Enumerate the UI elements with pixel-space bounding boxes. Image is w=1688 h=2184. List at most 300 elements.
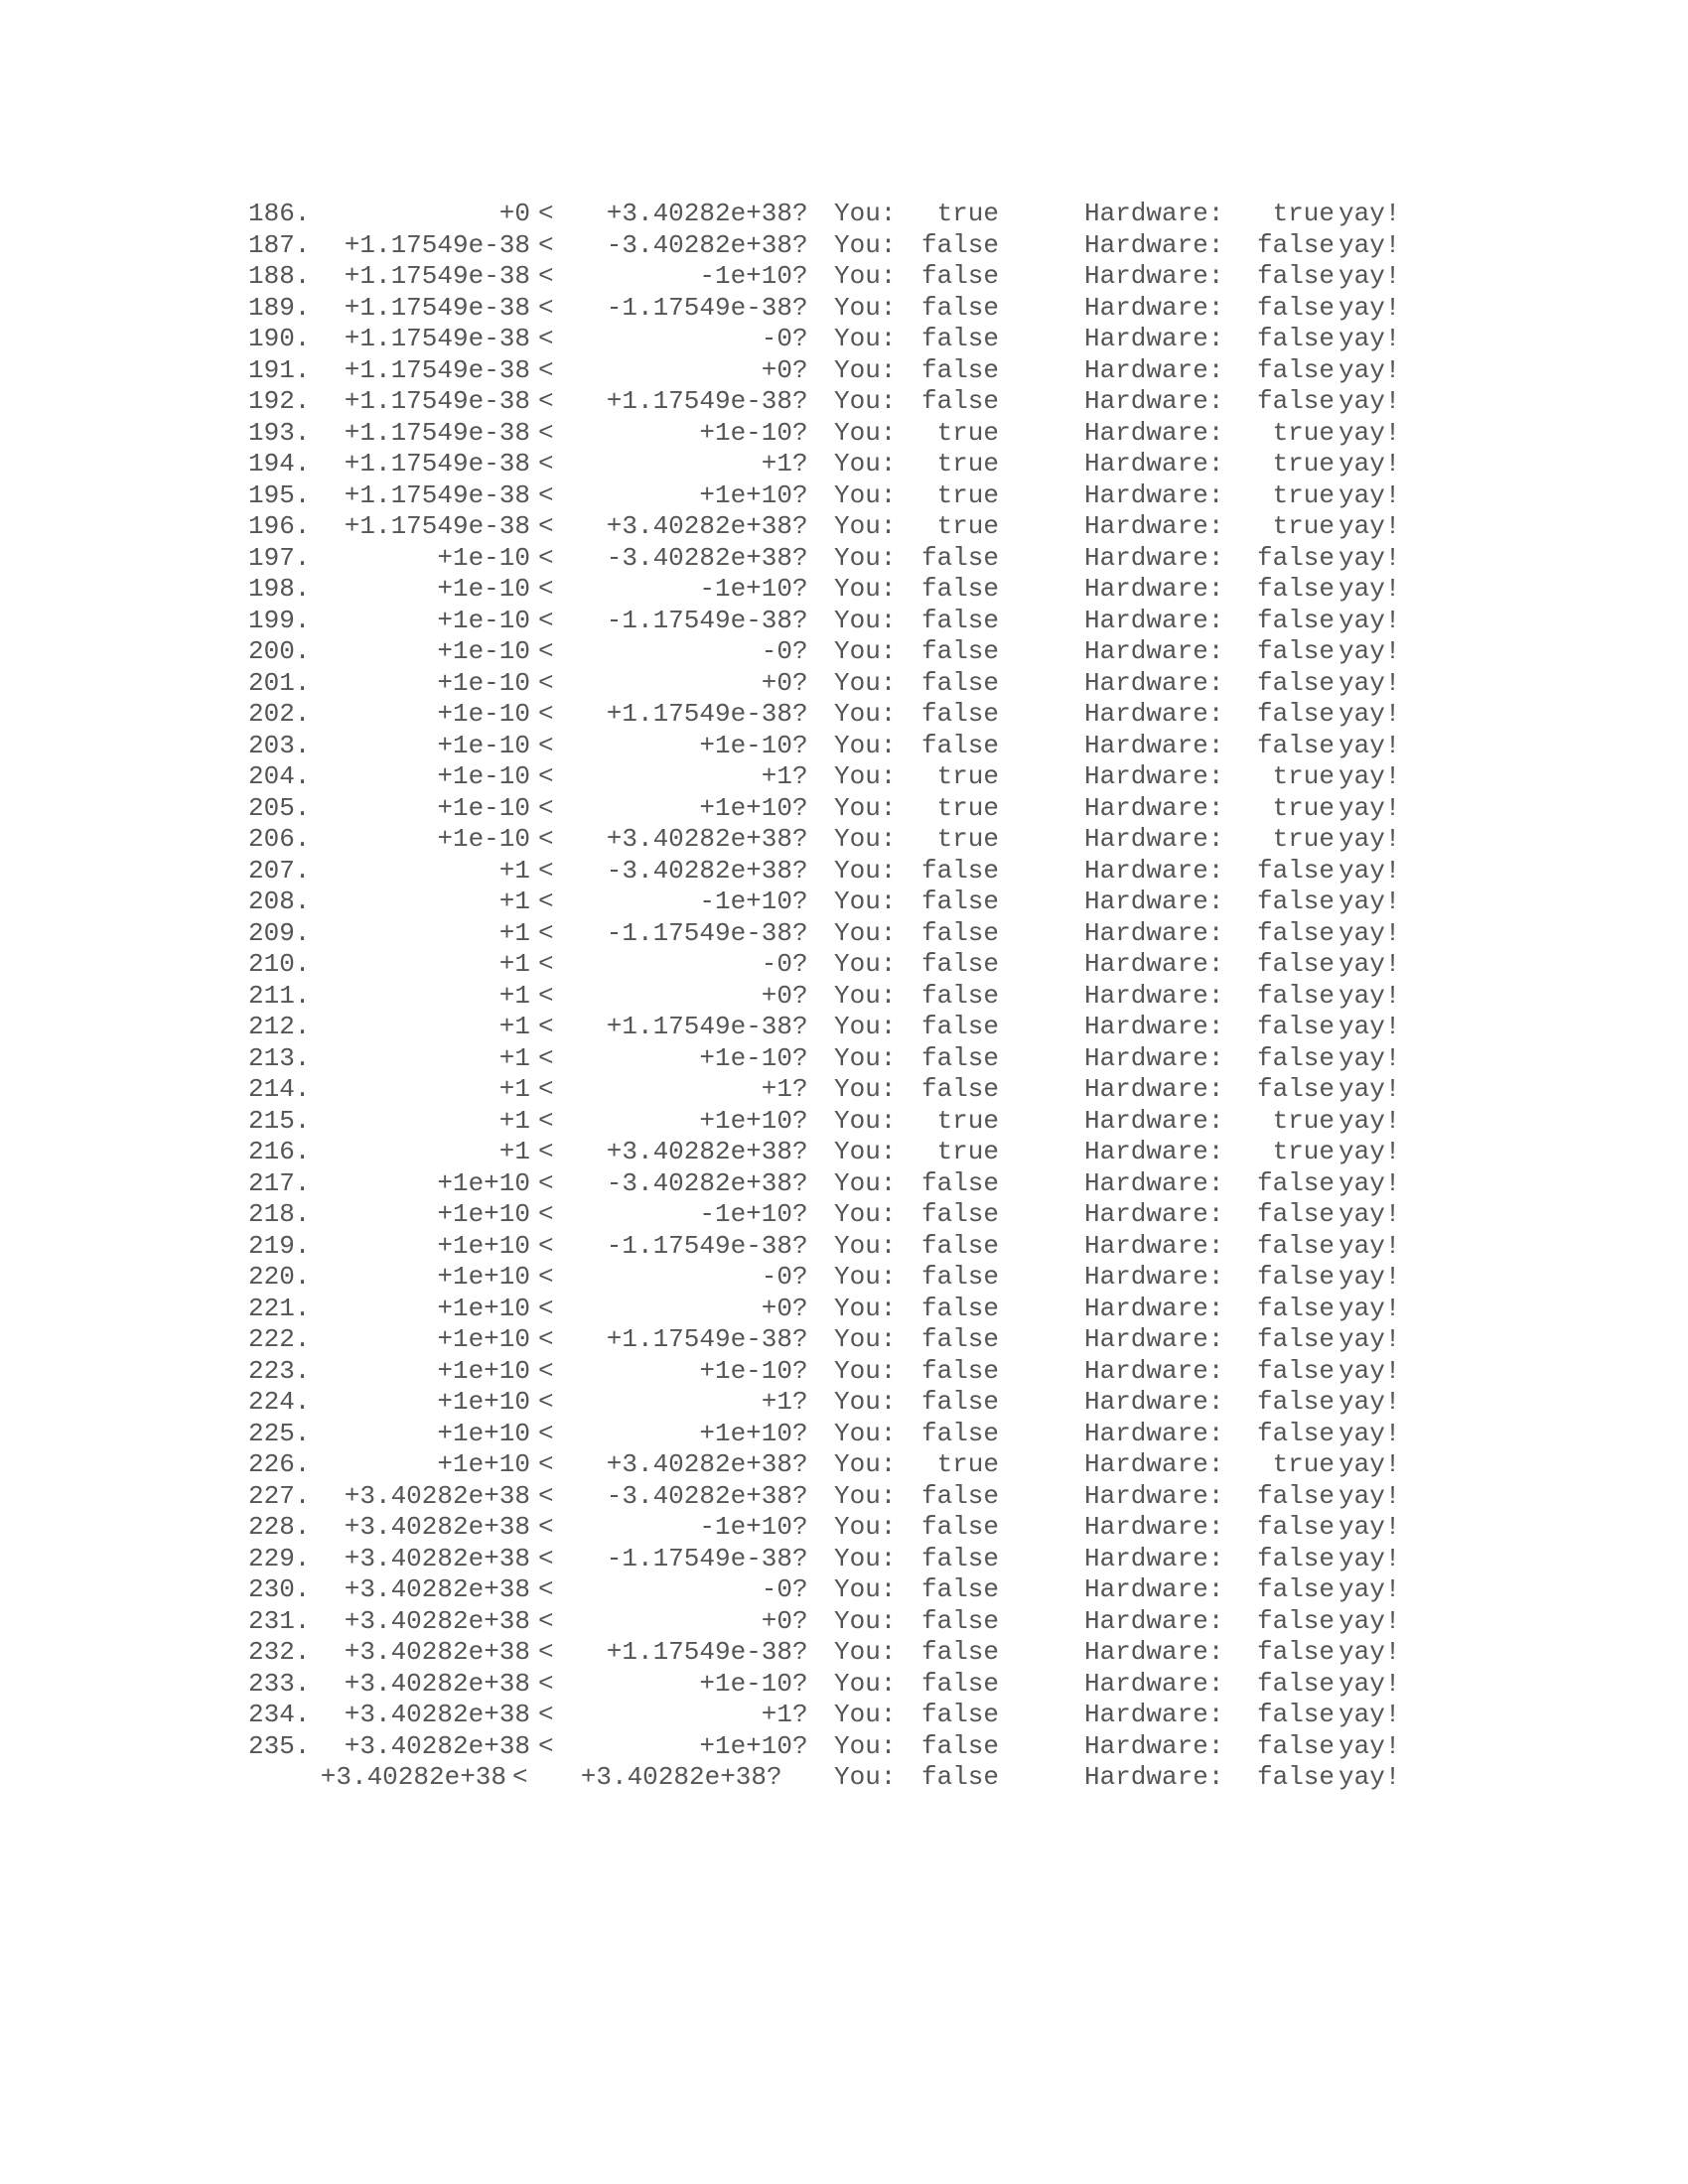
you-label: You: bbox=[834, 1105, 897, 1136]
comparison-row bbox=[248, 1043, 1440, 1075]
right-operand: -3.40282e+38 bbox=[606, 229, 792, 260]
hardware-answer: false bbox=[1256, 1012, 1335, 1041]
left-operand: +1e+10 bbox=[437, 1167, 530, 1198]
left-operand: +1 bbox=[498, 1137, 530, 1166]
hardware-answer: false bbox=[1256, 636, 1335, 666]
right-operand: -1e+10 bbox=[699, 261, 792, 291]
hardware-answer: true bbox=[1272, 449, 1335, 478]
yay-text: yay! bbox=[1338, 1387, 1401, 1417]
yay-text: yay! bbox=[1338, 730, 1401, 760]
right-operand: +1e+10 bbox=[699, 1418, 792, 1448]
row-number: 193. bbox=[248, 417, 311, 448]
hardware-answer: false bbox=[1256, 324, 1335, 353]
row-number: 199. bbox=[248, 605, 311, 635]
row-number: 212. bbox=[248, 1012, 311, 1041]
question-mark: ? bbox=[792, 1387, 808, 1417]
question-mark: ? bbox=[792, 511, 808, 541]
hardware-answer: false bbox=[1256, 605, 1335, 635]
question-mark: ? bbox=[792, 1637, 808, 1667]
comparison-row bbox=[248, 1419, 1440, 1450]
you-answer: false bbox=[920, 1324, 999, 1354]
comparison-row bbox=[248, 887, 1440, 918]
row-number: 227. bbox=[248, 1480, 311, 1511]
less-than-operator: < bbox=[538, 1324, 554, 1354]
row-number: 219. bbox=[248, 1230, 311, 1261]
you-label: You: bbox=[834, 1605, 897, 1636]
row-number: 220. bbox=[248, 1262, 311, 1292]
hardware-answer: false bbox=[1256, 229, 1335, 260]
yay-text: yay! bbox=[1338, 917, 1401, 948]
right-operand: +1e+10 bbox=[699, 792, 792, 823]
question-mark: ? bbox=[792, 1324, 808, 1354]
hardware-label: Hardware: bbox=[1084, 761, 1224, 791]
less-than-operator: < bbox=[538, 1512, 554, 1542]
comparison-row bbox=[248, 1512, 1440, 1544]
row-number: 218. bbox=[248, 1199, 311, 1229]
hardware-answer: false bbox=[1256, 292, 1335, 323]
you-label: You: bbox=[834, 479, 897, 510]
hardware-label: Hardware: bbox=[1084, 292, 1224, 323]
hardware-label: Hardware: bbox=[1084, 229, 1224, 260]
you-answer: false bbox=[920, 1199, 999, 1229]
row-number: 208. bbox=[248, 887, 311, 916]
row-number: 223. bbox=[248, 1355, 311, 1386]
comparison-row bbox=[248, 480, 1440, 512]
row-number: 203. bbox=[248, 730, 311, 760]
less-than-operator: < bbox=[538, 855, 554, 886]
you-label: You: bbox=[834, 1137, 897, 1166]
row-number: 204. bbox=[248, 761, 311, 791]
you-label: You: bbox=[834, 1293, 897, 1323]
question-mark: ? bbox=[792, 1605, 808, 1636]
comparison-row bbox=[248, 856, 1440, 887]
yay-text: yay! bbox=[1338, 511, 1401, 541]
comparison-row bbox=[248, 1137, 1440, 1168]
hardware-answer: true bbox=[1272, 792, 1335, 823]
hardware-label: Hardware: bbox=[1084, 949, 1224, 979]
left-operand: +1 bbox=[498, 1105, 530, 1136]
comparison-row bbox=[248, 230, 1440, 262]
you-answer: false bbox=[920, 1512, 999, 1542]
you-label: You: bbox=[834, 386, 897, 416]
yay-text: yay! bbox=[1338, 1355, 1401, 1386]
left-operand: +3.40282e+38 bbox=[344, 1512, 530, 1542]
yay-text: yay! bbox=[1338, 1293, 1401, 1323]
hardware-answer: false bbox=[1256, 949, 1335, 979]
yay-text: yay! bbox=[1338, 949, 1401, 979]
hardware-label: Hardware: bbox=[1084, 324, 1224, 353]
question-mark: ? bbox=[792, 636, 808, 666]
right-operand: -1e+10 bbox=[699, 1512, 792, 1542]
left-operand: +1 bbox=[498, 855, 530, 886]
right-operand: -1e+10 bbox=[699, 574, 792, 604]
row-number: 225. bbox=[248, 1418, 311, 1448]
you-answer: false bbox=[920, 1668, 999, 1699]
you-label: You: bbox=[834, 199, 897, 228]
hardware-label: Hardware: bbox=[1084, 1730, 1224, 1761]
you-label: You: bbox=[834, 1637, 897, 1667]
row-number: 226. bbox=[248, 1449, 311, 1479]
left-operand: +1.17549e-38 bbox=[344, 229, 530, 260]
comparison-row bbox=[248, 636, 1440, 668]
right-operand: +1.17549e-38 bbox=[606, 699, 792, 729]
right-operand: +0 bbox=[761, 1605, 792, 1636]
yay-text: yay! bbox=[1338, 1605, 1401, 1636]
you-label: You: bbox=[834, 417, 897, 448]
you-label: You: bbox=[834, 1418, 897, 1448]
right-operand: -1.17549e-38 bbox=[606, 605, 792, 635]
hardware-answer: false bbox=[1256, 1637, 1335, 1667]
row-number: 233. bbox=[248, 1668, 311, 1699]
yay-text: yay! bbox=[1338, 1449, 1401, 1479]
hardware-label: Hardware: bbox=[1084, 1605, 1224, 1636]
hardware-answer: false bbox=[1256, 542, 1335, 573]
row-number: 191. bbox=[248, 354, 311, 385]
less-than-operator: < bbox=[538, 730, 554, 760]
yay-text: yay! bbox=[1338, 1418, 1401, 1448]
comparison-listing bbox=[248, 199, 1440, 1794]
row-number: 222. bbox=[248, 1324, 311, 1354]
left-operand: +3.40282e+38 bbox=[344, 1605, 530, 1636]
you-answer: true bbox=[936, 761, 999, 791]
right-operand: -3.40282e+38 bbox=[606, 1480, 792, 1511]
hardware-label: Hardware: bbox=[1084, 1262, 1224, 1292]
hardware-answer: true bbox=[1272, 199, 1335, 228]
comparison-row bbox=[248, 918, 1440, 950]
less-than-operator: < bbox=[538, 980, 554, 1011]
left-operand: +1e+10 bbox=[437, 1387, 530, 1417]
you-answer: false bbox=[920, 324, 999, 353]
you-label: You: bbox=[834, 1480, 897, 1511]
you-answer: false bbox=[920, 1700, 999, 1729]
yay-text: yay! bbox=[1338, 1700, 1401, 1729]
yay-text: yay! bbox=[1338, 1137, 1401, 1166]
row-number: 232. bbox=[248, 1637, 311, 1667]
you-answer: false bbox=[920, 261, 999, 291]
you-answer: false bbox=[920, 636, 999, 666]
you-label: You: bbox=[834, 1012, 897, 1041]
right-operand: -1e+10 bbox=[699, 1199, 792, 1229]
you-label: You: bbox=[834, 699, 897, 729]
hardware-label: Hardware: bbox=[1084, 636, 1224, 666]
comparison-row bbox=[248, 1387, 1440, 1419]
question-mark: ? bbox=[792, 1230, 808, 1261]
you-label: You: bbox=[834, 1512, 897, 1542]
row-number: 235. bbox=[248, 1730, 311, 1761]
you-label: You: bbox=[834, 824, 897, 854]
yay-text: yay! bbox=[1338, 1167, 1401, 1198]
question-mark: ? bbox=[792, 261, 808, 291]
question-mark: ? bbox=[792, 1418, 808, 1448]
left-operand: +1 bbox=[498, 917, 530, 948]
hardware-label: Hardware: bbox=[1084, 354, 1224, 385]
hardware-label: Hardware: bbox=[1084, 511, 1224, 541]
you-label: You: bbox=[834, 1449, 897, 1479]
left-operand: +1e+10 bbox=[437, 1418, 530, 1448]
hardware-label: Hardware: bbox=[1084, 1074, 1224, 1104]
you-answer: false bbox=[920, 1543, 999, 1573]
you-label: You: bbox=[834, 1700, 897, 1729]
comparison-row bbox=[248, 1544, 1440, 1575]
comparison-row bbox=[248, 606, 1440, 637]
right-operand: -1.17549e-38 bbox=[606, 1543, 792, 1573]
hardware-answer: false bbox=[1256, 1480, 1335, 1511]
you-answer: true bbox=[936, 199, 999, 228]
less-than-operator: < bbox=[538, 761, 554, 791]
row-number: 186. bbox=[248, 199, 311, 228]
row-number: 189. bbox=[248, 292, 311, 323]
right-operand: -0 bbox=[761, 1262, 792, 1292]
question-mark: ? bbox=[792, 855, 808, 886]
less-than-operator: < bbox=[512, 1762, 528, 1792]
question-mark: ? bbox=[792, 1512, 808, 1542]
row-number: 234. bbox=[248, 1700, 311, 1729]
comparison-row bbox=[248, 1700, 1440, 1731]
hardware-answer: true bbox=[1272, 479, 1335, 510]
comparison-row bbox=[248, 1669, 1440, 1701]
less-than-operator: < bbox=[538, 1262, 554, 1292]
right-operand: +3.40282e+38 bbox=[606, 1137, 792, 1166]
comparison-row bbox=[248, 1574, 1440, 1606]
hardware-answer: true bbox=[1272, 1449, 1335, 1479]
yay-text: yay! bbox=[1338, 855, 1401, 886]
hardware-label: Hardware: bbox=[1084, 1543, 1224, 1573]
less-than-operator: < bbox=[538, 1574, 554, 1604]
comparison-row bbox=[248, 324, 1440, 355]
right-operand: +0 bbox=[761, 1293, 792, 1323]
hardware-label: Hardware: bbox=[1084, 1137, 1224, 1166]
yay-text: yay! bbox=[1338, 1074, 1401, 1104]
left-operand: +1e-10 bbox=[437, 761, 530, 791]
row-number: 188. bbox=[248, 261, 311, 291]
you-answer: true bbox=[936, 1137, 999, 1166]
comparison-row bbox=[248, 261, 1440, 293]
hardware-label: Hardware: bbox=[1084, 1418, 1224, 1448]
yay-text: yay! bbox=[1338, 1668, 1401, 1699]
yay-text: yay! bbox=[1338, 636, 1401, 666]
less-than-operator: < bbox=[538, 1637, 554, 1667]
right-operand: +1e-10 bbox=[699, 417, 792, 448]
question-mark: ? bbox=[792, 1137, 808, 1166]
hardware-answer: false bbox=[1256, 1762, 1335, 1792]
you-label: You: bbox=[834, 792, 897, 823]
hardware-label: Hardware: bbox=[1084, 199, 1224, 228]
you-label: You: bbox=[834, 1543, 897, 1573]
yay-text: yay! bbox=[1338, 261, 1401, 291]
right-operand: +1e+10 bbox=[699, 1730, 792, 1761]
left-operand: +1e+10 bbox=[437, 1355, 530, 1386]
yay-text: yay! bbox=[1338, 1324, 1401, 1354]
hardware-label: Hardware: bbox=[1084, 417, 1224, 448]
yay-text: yay! bbox=[1338, 1637, 1401, 1667]
comparison-row bbox=[248, 1606, 1440, 1638]
yay-text: yay! bbox=[1338, 449, 1401, 478]
question-mark: ? bbox=[792, 542, 808, 573]
you-label: You: bbox=[834, 1167, 897, 1198]
left-operand: +1e-10 bbox=[437, 824, 530, 854]
you-label: You: bbox=[834, 1230, 897, 1261]
question-mark: ? bbox=[792, 1355, 808, 1386]
hardware-answer: false bbox=[1256, 1199, 1335, 1229]
yay-text: yay! bbox=[1338, 824, 1401, 854]
hardware-answer: false bbox=[1256, 1418, 1335, 1448]
hardware-label: Hardware: bbox=[1084, 1480, 1224, 1511]
right-operand: +1 bbox=[761, 1387, 792, 1417]
you-label: You: bbox=[834, 730, 897, 760]
question-mark: ? bbox=[792, 1668, 808, 1699]
hardware-label: Hardware: bbox=[1084, 1574, 1224, 1604]
left-operand: +0 bbox=[498, 199, 530, 228]
hardware-label: Hardware: bbox=[1084, 574, 1224, 604]
less-than-operator: < bbox=[538, 824, 554, 854]
row-number: 201. bbox=[248, 667, 311, 698]
comparison-row bbox=[248, 1199, 1440, 1231]
less-than-operator: < bbox=[538, 449, 554, 478]
you-answer: true bbox=[936, 449, 999, 478]
you-answer: false bbox=[920, 574, 999, 604]
you-label: You: bbox=[834, 1199, 897, 1229]
row-number: 211. bbox=[248, 980, 311, 1011]
yay-text: yay! bbox=[1338, 1512, 1401, 1542]
question-mark: ? bbox=[792, 1574, 808, 1604]
comparison-row bbox=[248, 1731, 1440, 1763]
yay-text: yay! bbox=[1338, 229, 1401, 260]
you-answer: false bbox=[920, 1637, 999, 1667]
left-operand: +3.40282e+38 bbox=[320, 1762, 506, 1792]
hardware-answer: false bbox=[1256, 887, 1335, 916]
yay-text: yay! bbox=[1338, 980, 1401, 1011]
question-mark: ? bbox=[792, 1449, 808, 1479]
row-number: 231. bbox=[248, 1605, 311, 1636]
question-mark: ? bbox=[792, 917, 808, 948]
right-operand: +3.40282e+38 bbox=[606, 824, 792, 854]
left-operand: +1 bbox=[498, 980, 530, 1011]
left-operand: +3.40282e+38 bbox=[344, 1668, 530, 1699]
row-number: 210. bbox=[248, 949, 311, 979]
question-mark: ? bbox=[792, 417, 808, 448]
comparison-row bbox=[248, 1294, 1440, 1325]
less-than-operator: < bbox=[538, 324, 554, 353]
left-operand: +1e-10 bbox=[437, 542, 530, 573]
question-mark: ? bbox=[792, 605, 808, 635]
question-mark: ? bbox=[792, 199, 808, 228]
left-operand: +1.17549e-38 bbox=[344, 324, 530, 353]
you-answer: false bbox=[920, 699, 999, 729]
you-answer: false bbox=[920, 1387, 999, 1417]
question-mark: ? bbox=[792, 730, 808, 760]
comparison-row bbox=[248, 761, 1440, 793]
hardware-answer: false bbox=[1256, 1543, 1335, 1573]
hardware-answer: false bbox=[1256, 1355, 1335, 1386]
you-label: You: bbox=[834, 667, 897, 698]
comparison-row bbox=[248, 1449, 1440, 1481]
question-mark: ? bbox=[792, 324, 808, 353]
hardware-answer: false bbox=[1256, 1293, 1335, 1323]
comparison-row bbox=[248, 1324, 1440, 1356]
left-operand: +3.40282e+38 bbox=[344, 1480, 530, 1511]
you-answer: false bbox=[920, 887, 999, 916]
less-than-operator: < bbox=[538, 1700, 554, 1729]
hardware-label: Hardware: bbox=[1084, 605, 1224, 635]
comparison-row bbox=[248, 824, 1440, 856]
yay-text: yay! bbox=[1338, 292, 1401, 323]
right-operand: -3.40282e+38 bbox=[606, 1167, 792, 1198]
hardware-label: Hardware: bbox=[1084, 542, 1224, 573]
row-number: 192. bbox=[248, 386, 311, 416]
less-than-operator: < bbox=[538, 699, 554, 729]
right-operand: +3.40282e+38 bbox=[606, 1449, 792, 1479]
you-label: You: bbox=[834, 1355, 897, 1386]
hardware-label: Hardware: bbox=[1084, 1012, 1224, 1041]
left-operand: +1e-10 bbox=[437, 792, 530, 823]
left-operand: +1.17549e-38 bbox=[344, 417, 530, 448]
hardware-label: Hardware: bbox=[1084, 1167, 1224, 1198]
comparison-row bbox=[248, 793, 1440, 825]
yay-text: yay! bbox=[1338, 1762, 1401, 1792]
less-than-operator: < bbox=[538, 1543, 554, 1573]
yay-text: yay! bbox=[1338, 1262, 1401, 1292]
hardware-answer: false bbox=[1256, 1230, 1335, 1261]
right-operand: -0 bbox=[761, 949, 792, 979]
left-operand: +1e-10 bbox=[437, 730, 530, 760]
left-operand: +1 bbox=[498, 1074, 530, 1104]
left-operand: +1.17549e-38 bbox=[344, 354, 530, 385]
less-than-operator: < bbox=[538, 479, 554, 510]
you-answer: false bbox=[920, 229, 999, 260]
hardware-label: Hardware: bbox=[1084, 1324, 1224, 1354]
you-label: You: bbox=[834, 1668, 897, 1699]
hardware-answer: false bbox=[1256, 1574, 1335, 1604]
you-label: You: bbox=[834, 354, 897, 385]
hardware-answer: false bbox=[1256, 1167, 1335, 1198]
hardware-label: Hardware: bbox=[1084, 386, 1224, 416]
left-operand: +3.40282e+38 bbox=[344, 1700, 530, 1729]
you-answer: true bbox=[936, 824, 999, 854]
less-than-operator: < bbox=[538, 354, 554, 385]
you-answer: false bbox=[920, 1293, 999, 1323]
hardware-label: Hardware: bbox=[1084, 1293, 1224, 1323]
you-label: You: bbox=[834, 1042, 897, 1073]
right-operand: -1.17549e-38 bbox=[606, 917, 792, 948]
you-answer: false bbox=[920, 354, 999, 385]
you-answer: true bbox=[936, 417, 999, 448]
question-mark: ? bbox=[792, 449, 808, 478]
you-label: You: bbox=[834, 917, 897, 948]
right-operand: +1 bbox=[761, 449, 792, 478]
hardware-label: Hardware: bbox=[1084, 855, 1224, 886]
left-operand: +1 bbox=[498, 887, 530, 916]
you-answer: false bbox=[920, 949, 999, 979]
hardware-answer: false bbox=[1256, 1262, 1335, 1292]
less-than-operator: < bbox=[538, 229, 554, 260]
less-than-operator: < bbox=[538, 667, 554, 698]
you-answer: false bbox=[920, 855, 999, 886]
yay-text: yay! bbox=[1338, 605, 1401, 635]
less-than-operator: < bbox=[538, 1230, 554, 1261]
less-than-operator: < bbox=[538, 1355, 554, 1386]
less-than-operator: < bbox=[538, 1167, 554, 1198]
you-answer: false bbox=[920, 542, 999, 573]
comparison-row bbox=[248, 1012, 1440, 1043]
row-number: 200. bbox=[248, 636, 311, 666]
left-operand: +1 bbox=[498, 1012, 530, 1041]
right-operand: +1e-10 bbox=[699, 1042, 792, 1073]
you-label: You: bbox=[834, 449, 897, 478]
you-label: You: bbox=[834, 636, 897, 666]
you-answer: false bbox=[920, 1605, 999, 1636]
hardware-label: Hardware: bbox=[1084, 1355, 1224, 1386]
you-answer: false bbox=[920, 1574, 999, 1604]
